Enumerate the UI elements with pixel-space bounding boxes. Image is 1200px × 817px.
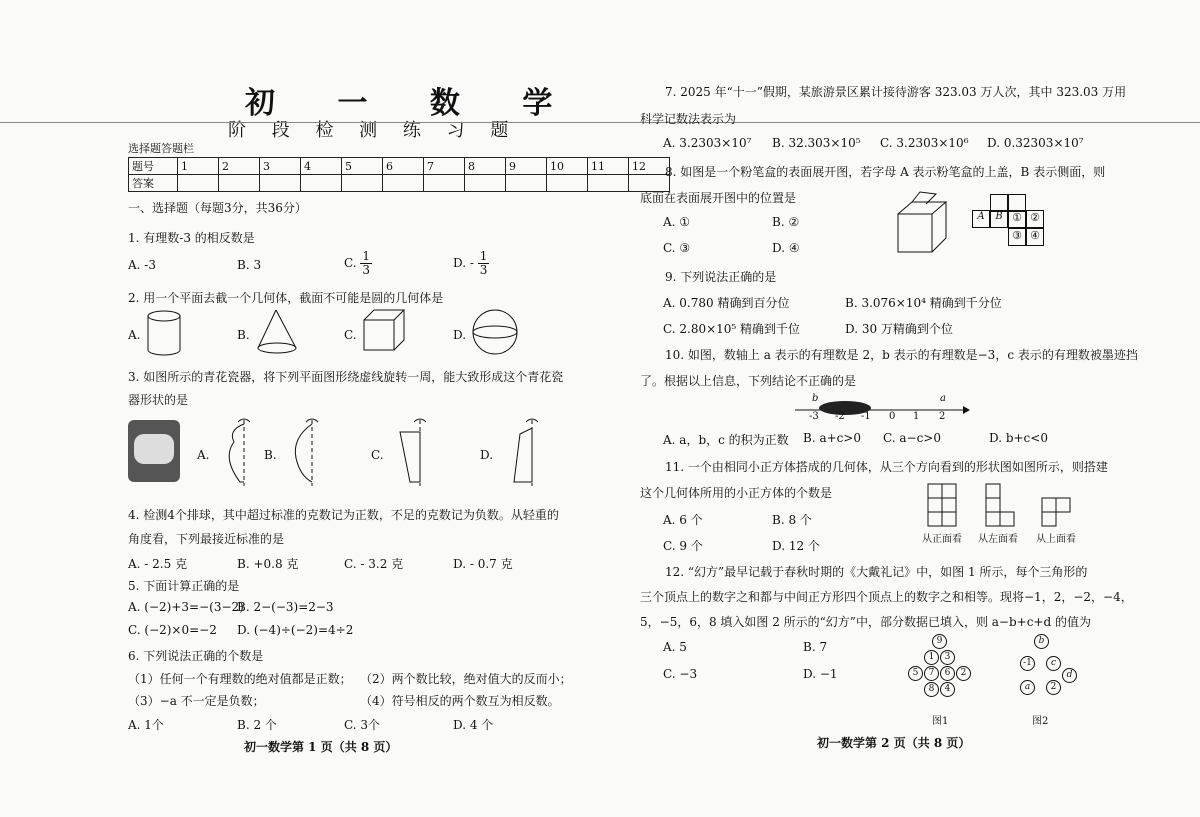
exam-subtitle: 阶 段 检 测 练 习 题 [228,120,519,141]
q5-option-c: C. (−2)×0=−2 [128,623,217,637]
q5-option-d: D. (−4)÷(−2)=4÷2 [237,623,354,637]
q3-option-c: C. [371,448,384,462]
magic-node: 4 [940,682,955,697]
q11-option-a: A. 6 个 [663,513,703,527]
magic-node: 3 [940,650,955,665]
q2-option-c: C. [344,328,357,342]
profile-shape-a [218,418,258,488]
q12-option-d: D. −1 [803,667,838,681]
q5-text: 5. 下面计算正确的是 [128,579,240,593]
answer-table [128,157,670,192]
q6-statement-4: （4）符号相反的两个数互为相反数。 [360,694,560,708]
exam-title: 初 一 数 学 [245,86,579,121]
q2-option-d: D. [453,328,467,342]
q1-text: 1. 有理数-3 的相反数是 [128,231,255,245]
table-cell: 1 [178,158,219,175]
q8-option-a: A. ① [663,215,691,229]
three-views-figure [926,482,1076,528]
answer-cell[interactable] [383,175,424,192]
table-cell: 12 [629,158,670,175]
answer-cell[interactable] [260,175,301,192]
table-cell: 11 [588,158,629,175]
net-cell-3: ③ [1008,228,1026,246]
net-cell-b: B [990,210,1008,228]
top-view [1042,498,1070,526]
q6-option-b: B. 2 个 [237,718,277,732]
q9-option-a: A. 0.780 精确到百分位 [663,296,790,310]
q4-line2: 角度看，下列最接近标准的是 [128,532,285,546]
q3-line1: 3. 如图所示的青花瓷器，将下列平面图形绕虚线旋转一周，能大致形成这个青花瓷 [128,370,564,384]
magic-node: d [1062,668,1077,683]
fraction [478,250,490,277]
q3-line2: 器形状的是 [128,393,189,407]
profile-shape-d [504,418,544,488]
magic-node: b [1034,634,1049,649]
sphere-icon [471,308,521,358]
table-cell: 6 [383,158,424,175]
answer-cell[interactable] [178,175,219,192]
q1-d-prefix: D. - [453,256,474,270]
fraction [360,250,372,277]
page-footer-right: 初一数学第 2 页（共 8 页） [817,736,971,750]
q1-option-d [453,250,489,277]
answer-cell[interactable] [424,175,465,192]
q2-option-a: A. [128,328,141,342]
q12-line2: 三个顶点上的数字之和都与中间正方形四个顶点上的数字之和相等。现将−1，2，−2，−4， [640,590,1133,604]
q6-statement-3: （3）−a 不一定是负数； [128,694,265,708]
net-cell-1: ① [1008,210,1026,228]
q12-option-a: A. 5 [663,640,687,654]
magic-node: 2 [956,666,971,681]
net-cell [1008,194,1026,212]
table-cell: 题号 [129,158,178,175]
net-cell-4: ④ [1026,228,1044,246]
q4-option-c: C. - 3.2 克 [344,557,404,571]
axis-tick-label: -2 [835,411,845,422]
q3-option-b: B. [264,448,277,462]
magic-node: c [1046,656,1061,671]
answer-cell[interactable] [465,175,506,192]
q10-option-a: A. a，b，c 的积为正数 [663,433,789,447]
magic-node: 2 [1046,680,1061,695]
point-label-b: b [812,393,819,404]
answer-cell[interactable] [342,175,383,192]
q8-line2: 底面在表面展开图中的位置是 [640,191,797,205]
denominator: 3 [362,263,371,277]
q4-option-b: B. +0.8 克 [237,557,299,571]
answer-cell[interactable] [219,175,260,192]
q10-line1: 10. 如图，数轴上 a 表示的有理数是 2，b 表示的有理数是−3，c 表示的有理数被墨迹挡 [665,348,1138,362]
profile-shape-b [290,418,330,488]
table-cell: 3 [260,158,301,175]
magic-node: 8 [924,682,939,697]
q12-option-c: C. −3 [663,667,698,681]
answer-table-label: 选择题答题栏 [128,142,194,155]
vase-pattern [134,434,174,464]
fig2-caption: 图2 [1032,716,1049,727]
q3-option-d: D. [480,448,494,462]
q11-option-d: D. 12 个 [772,539,820,553]
scan-line [0,122,1200,123]
axis-tick-label: -3 [809,411,819,422]
magic-node: 1 [924,650,939,665]
point-label-a: a [940,393,946,404]
q6-option-c: C. 3个 [344,718,381,732]
magic-square-fig2 [1000,634,1084,718]
cylinder-icon [146,308,186,358]
q2-option-b: B. [237,328,250,342]
cone-icon [254,308,304,358]
q1-option-a: A. -3 [128,258,156,272]
q12-line1: 12. “幻方”最早记载于春秋时期的《大戴礼记》中，如图 1 所示，每个三角形的 [665,565,1088,579]
axis-tick-label: 1 [913,411,920,422]
q4-option-a: A. - 2.5 克 [128,557,188,571]
q11-line2: 这个几何体所用的小正方体的个数是 [640,486,833,500]
vase-photo [128,420,180,482]
q8-option-d: D. ④ [772,241,800,255]
q12-line3: 5，−5，6，8 填入如图 2 所示的“幻方”中，部分数据已填入，则 a−b+c+d 的值为 [640,615,1091,629]
q11-option-b: B. 8 个 [772,513,812,527]
magic-node: 5 [908,666,923,681]
q4-line1: 4. 检测4个排球，其中超过标准的克数记为正数，不足的克数记为负数。从轻重的 [128,508,559,522]
axis-tick-label: 0 [889,411,896,422]
view-label-top: 从上面看 [1036,534,1076,545]
q4-option-d: D. - 0.7 克 [453,557,513,571]
answer-table-row [129,158,670,175]
q5-option-a: A. (−2)+3=−(3−2) [128,600,244,614]
q10-option-c: C. a−c>0 [883,431,942,445]
q7-line1: 7. 2025 年“十一”假期，某旅游景区累计接待游客 323.03 万人次，其中 323.03 万用 [665,85,1127,99]
answer-cell[interactable] [588,175,629,192]
net-cell-a: A [972,210,990,228]
q3-option-a: A. [197,448,210,462]
q10-line2: 了。根据以上信息，下列结论不正确的是 [640,374,857,388]
q8-option-c: C. ③ [663,241,691,255]
answer-cell[interactable] [547,175,588,192]
magic-node: -1 [1020,656,1035,671]
left-view [986,484,1014,526]
q9-text: 9. 下列说法正确的是 [665,270,777,284]
magic-square-fig1 [898,634,982,718]
q6-statement-1: （1）任何一个有理数的绝对值都是正数； [128,672,352,686]
answer-cell[interactable] [301,175,342,192]
magic-node: 6 [940,666,955,681]
q2-text: 2. 用一个平面去截一个几何体，截面不可能是圆的几何体是 [128,291,444,305]
magic-node: a [1020,680,1035,695]
table-cell: 5 [342,158,383,175]
magic-node: 9 [932,634,947,649]
table-cell: 答案 [129,175,178,192]
q6-option-d: D. 4 个 [453,718,494,732]
q9-option-c: C. 2.80×10⁵ 精确到千位 [663,322,801,336]
q12-option-b: B. 7 [803,640,828,654]
q11-line1: 11. 一个由相同小正方体搭成的几何体，从三个方向看到的形状图如图所示，则搭建 [665,460,1108,474]
table-cell: 4 [301,158,342,175]
view-label-left: 从左面看 [978,534,1018,545]
fig1-caption: 图1 [932,716,949,727]
page-footer-left: 初一数学第 1 页（共 8 页） [244,740,398,754]
magic-node: 7 [924,666,939,681]
front-view [928,484,956,526]
q6-option-a: A. 1个 [128,718,164,732]
q11-option-c: C. 9 个 [663,539,703,553]
q8-line1: 8. 如图是一个粉笔盒的表面展开图，若字母 A 表示粉笔盒的上盖，B 表示侧面，则 [665,165,1106,179]
q7-option-c: C. 3.2303×10⁶ [880,136,969,150]
q9-option-d: D. 30 万精确到个位 [845,322,953,336]
q1-option-b: B. 3 [237,258,262,272]
table-cell: 2 [219,158,260,175]
view-label-front: 从正面看 [922,534,962,545]
q10-option-b: B. a+c>0 [803,431,862,445]
q7-line2: 科学记数法表示为 [640,112,737,126]
cube-icon [362,308,412,358]
numerator: 1 [479,249,488,263]
q6-statement-2: （2）两个数比较，绝对值大的反而小； [360,672,572,686]
table-cell: 10 [547,158,588,175]
q8-option-b: B. ② [772,215,800,229]
axis-tick-label: 2 [939,411,946,422]
box-net-figure [972,194,1058,260]
table-cell: 8 [465,158,506,175]
q1-option-c [344,250,372,277]
answer-cell[interactable] [506,175,547,192]
denominator: 3 [479,263,488,277]
section-heading: 一、选择题（每题3分，共36分） [128,201,307,215]
table-cell: 7 [424,158,465,175]
net-cell-2: ② [1026,210,1044,228]
q1-c-prefix: C. [344,256,357,270]
q10-option-d: D. b+c<0 [989,431,1048,445]
answer-table-row [129,175,670,192]
numerator: 1 [362,249,371,263]
axis-tick-label: -1 [861,411,871,422]
q5-option-b: B. 2−(−3)=2−3 [237,600,334,614]
profile-shape-c [396,418,436,488]
chalk-box-icon [896,192,952,256]
table-cell: 9 [506,158,547,175]
q6-text: 6. 下列说法正确的个数是 [128,649,264,663]
q7-option-d: D. 0.32303×10⁷ [987,136,1084,150]
q7-option-a: A. 3.2303×10⁷ [663,136,752,150]
q9-option-b: B. 3.076×10⁴ 精确到千分位 [845,296,1002,310]
q7-option-b: B. 32.303×10⁵ [772,136,861,150]
